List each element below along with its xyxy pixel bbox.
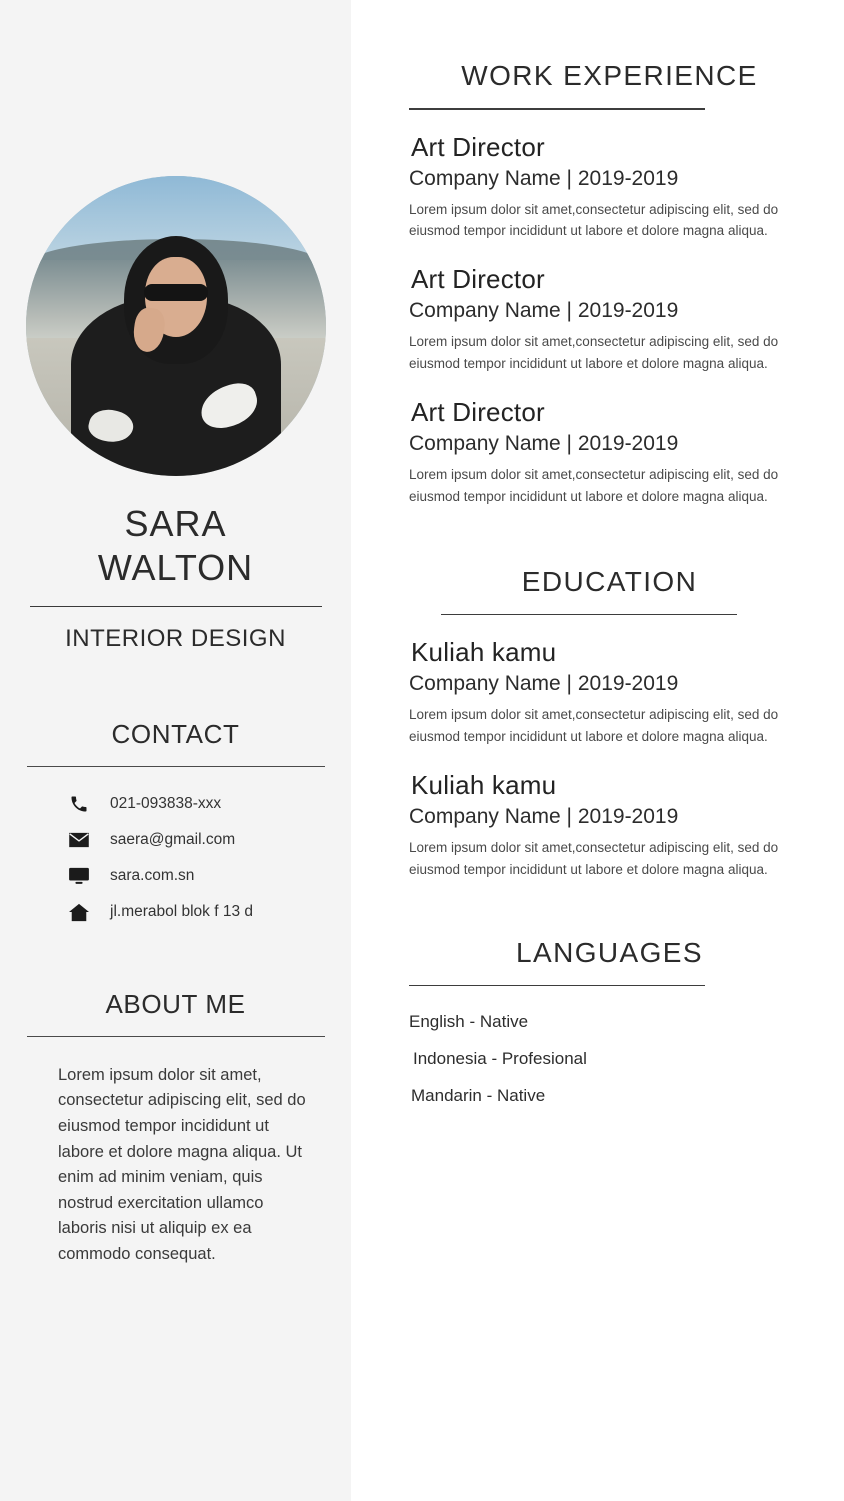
languages-section — [409, 937, 810, 1107]
education-description: Lorem ipsum dolor sit amet,consectetur adipiscing elit, sed do eiusmod tempor incididunt ut labore et dolore magna aliqua. — [409, 707, 779, 745]
about-heading: ABOUT ME — [105, 988, 246, 1019]
list-item: English - Native — [409, 1012, 529, 1032]
contact-list — [30, 793, 321, 923]
email-value: saera@gmail.com — [110, 830, 236, 848]
divider — [30, 606, 322, 607]
divider — [27, 1036, 325, 1037]
education-title: Kuliah kamu — [411, 637, 557, 668]
avatar — [26, 176, 326, 476]
education-item — [409, 770, 810, 881]
education-description: Lorem ipsum dolor sit amet,consectetur adipiscing elit, sed do eiusmod tempor incididunt ut labore et dolore magna aliqua. — [409, 839, 779, 877]
sidebar — [0, 0, 351, 1501]
job-description: Lorem ipsum dolor sit amet,consectetur adipiscing elit, sed do eiusmod tempor incididunt ut labore et dolore magna aliqua. — [409, 201, 779, 239]
home-icon — [66, 901, 92, 923]
languages-list — [409, 1012, 810, 1106]
about-text: Lorem ipsum dolor sit amet, consectetur adipiscing elit, sed do eiusmod tempor incididunt ut labore et dolore magna aliqua. Ut enim ad minim veniam, quis nostrud exercitation ullamco laboris nisi ut aliquip ex ea commodo consequat. — [58, 1065, 306, 1263]
work-experience-heading: WORK EXPERIENCE — [461, 60, 758, 91]
job-role: INTERIOR DESIGN — [65, 624, 286, 652]
divider — [409, 985, 705, 987]
website-value: sara.com.sn — [110, 866, 195, 884]
divider — [409, 108, 705, 110]
last-name: WALTON — [97, 546, 254, 588]
phone-icon — [66, 793, 92, 815]
list-item[interactable] — [66, 865, 321, 887]
list-item[interactable] — [66, 901, 321, 923]
job-description: Lorem ipsum dolor sit amet,consectetur adipiscing elit, sed do eiusmod tempor incididunt ut labore et dolore magna aliqua. — [409, 334, 779, 372]
phone-value: 021-093838-xxx — [110, 794, 222, 812]
work-item — [409, 264, 810, 375]
job-company: Company Name | 2019-2019 — [409, 166, 679, 190]
education-heading: EDUCATION — [521, 565, 698, 597]
divider — [441, 614, 737, 616]
job-title: Art Director — [411, 131, 545, 162]
contact-heading: CONTACT — [111, 718, 240, 749]
job-company: Company Name | 2019-2019 — [409, 431, 679, 455]
page-title — [98, 502, 253, 590]
main-content — [351, 0, 844, 1501]
list-item: Mandarin - Native — [411, 1086, 546, 1106]
work-item — [409, 397, 810, 508]
monitor-icon — [66, 865, 92, 887]
job-company: Company Name | 2019-2019 — [409, 299, 679, 323]
sunglasses-icon — [144, 284, 208, 301]
list-item[interactable] — [66, 793, 321, 815]
education-title: Kuliah kamu — [411, 769, 557, 800]
education-section — [409, 566, 810, 881]
job-title: Art Director — [411, 396, 545, 427]
education-company: Company Name | 2019-2019 — [409, 804, 679, 828]
education-item — [409, 637, 810, 748]
job-description: Lorem ipsum dolor sit amet,consectetur adipiscing elit, sed do eiusmod tempor incididunt ut labore et dolore magna aliqua. — [409, 466, 779, 504]
envelope-icon — [66, 829, 92, 851]
languages-heading: LANGUAGES — [516, 936, 703, 968]
education-company: Company Name | 2019-2019 — [409, 672, 679, 696]
first-name: SARA — [124, 503, 227, 544]
address-value: jl.merabol blok f 13 d — [110, 902, 254, 920]
list-item[interactable] — [66, 829, 321, 851]
work-item — [409, 132, 810, 243]
divider — [27, 766, 325, 767]
list-item: Indonesia - Profesional — [413, 1049, 587, 1069]
job-title: Art Director — [411, 264, 545, 295]
